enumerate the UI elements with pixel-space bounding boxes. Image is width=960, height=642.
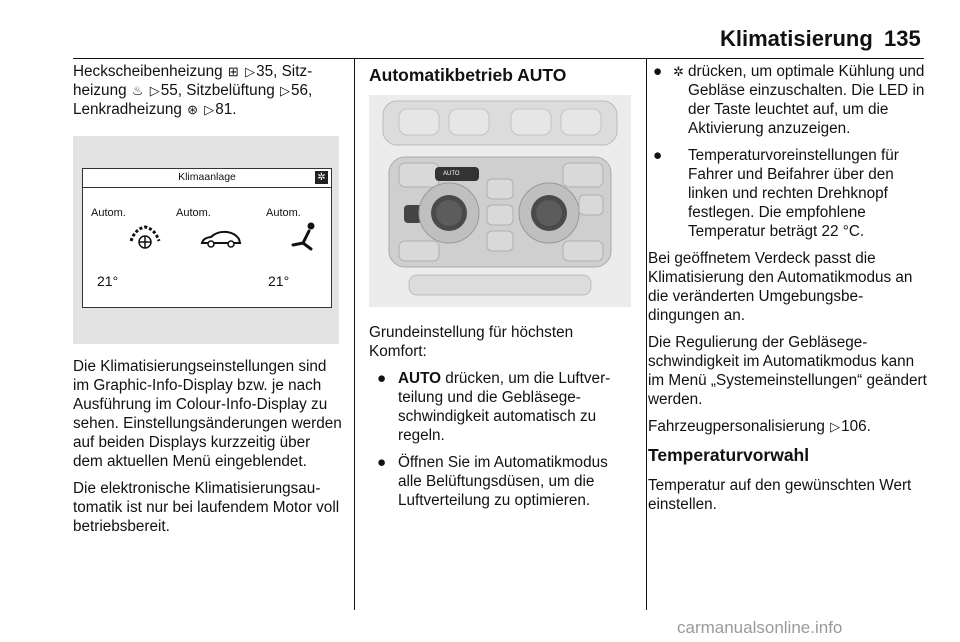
cross-reference-icon: ▷ [830,419,841,434]
watermark: carmanualsonline.info [677,618,843,637]
max-cooling-icon: ✲ [673,64,684,79]
settings-gear-icon: ✲ [315,171,328,184]
temperature-right: 21° [268,273,290,289]
rear-window-heating-icon: ⊞ [227,64,239,79]
intro-paragraph: Heckscheibenheizung ⊞ ▷35, Sitz- heizung ♨ ▷55, Sitzbelüftung ▷56, Lenkradheizung ⊛ ▷81. [73,63,313,118]
display-paragraph: Die Klimatisierungseinstellungen sind im Graphic-Info-Display bzw. je nach Ausführung im Colour-Info-Display zu sehen. Einstellungsänderungen werden auf beiden Displays kurzzeitig über dem aktuellen Menü eingeblendet. [73,358,342,470]
console-illustration [369,95,631,307]
section-heading-temperature: Temperaturvorwahl [648,445,810,465]
section-heading-auto: Automatikbetrieb AUTO [369,65,567,85]
page-number: 135 [884,26,921,51]
bullet-icon: ● [377,370,387,387]
page-title: Klimatisierung [720,26,873,51]
middle-column-lower [369,323,633,518]
list-item: ● Temperaturvoreinstellungen für Fahrer und Beifahrer über den linken und rechten Drehknopf festlegen. Die empfohlene Temperatur beträgt 22 °C. [653,147,899,240]
climate-screen [82,168,332,308]
list-item: ● ✲ drücken, um optimale Kühlung und Gebläse einzuschalten. Die LED in der Taste leuchtet auf, um die Aktivierung anzuzeigen. [653,63,925,137]
cooling-bullet-list [645,62,928,241]
screen-title-bar [83,169,331,188]
mode-label-seat: Autom. [266,207,301,219]
temperature-left: 21° [97,273,119,289]
page-header [0,26,960,56]
auto-button-label: AUTO [443,171,460,177]
bullet-icon: ● [653,63,663,80]
column-divider-left [354,58,355,610]
bullet-icon: ● [653,147,663,164]
operation-paragraph: Die elektronische Klimatisierungsautomatik ist nur bei laufendem Motor voll betriebsbereit. [73,480,340,535]
basic-setting-paragraph: Grundeinstellung für höchsten Komfort: [369,324,574,360]
car-airflow-icon [199,229,243,249]
list-item: ● AUTO drücken, um die Luftverteilung und die Gebläsegeschwindigkeit automatisch zu regeln. [377,370,611,444]
mode-label-fan: Autom. [91,207,126,219]
header-rule [73,58,924,59]
climate-control-console-photo [369,95,631,307]
steering-wheel-heating-icon: ⊛ [187,102,199,117]
screen-title: Klimaanlage [178,171,236,183]
auto-bullet-list [369,369,633,510]
seat-heating-icon: ♨ [131,83,144,98]
fan-speed-paragraph: Die Regulierung der Gebläsegeschwindigkeit im Automatikmodus kann im Menü „Systemeinstellungen“ geändert werden. [648,334,927,408]
list-item: ● Öffnen Sie im Automatikmodus alle Belüftungsdüsen, um die Luftverteilung zu optimieren. [377,454,608,509]
cross-reference-icon: ▷ [245,64,256,79]
cross-reference-icon: ▷ [279,83,290,98]
right-column [648,62,928,522]
seat-airflow-icon [289,221,319,253]
cross-reference-icon: ▷ [204,102,215,117]
bullet-icon: ● [377,454,387,471]
left-column-lower [73,357,343,544]
mode-label-distribution: Autom. [176,207,211,219]
temperature-paragraph: Temperatur auf den gewünschten Wert einstellen. [648,477,912,513]
left-column [73,62,343,127]
cross-reference-icon: ▷ [149,83,160,98]
personalisation-paragraph: Fahrzeugpersonalisierung ▷106. [648,418,871,435]
convertible-paragraph: Bei geöffnetem Verdeck passt die Klimatisierung den Automatikmodus an die veränderten Umgebungsbedingungen an. [648,250,913,324]
fan-speed-icon [127,223,163,251]
climate-display-figure [73,136,339,344]
